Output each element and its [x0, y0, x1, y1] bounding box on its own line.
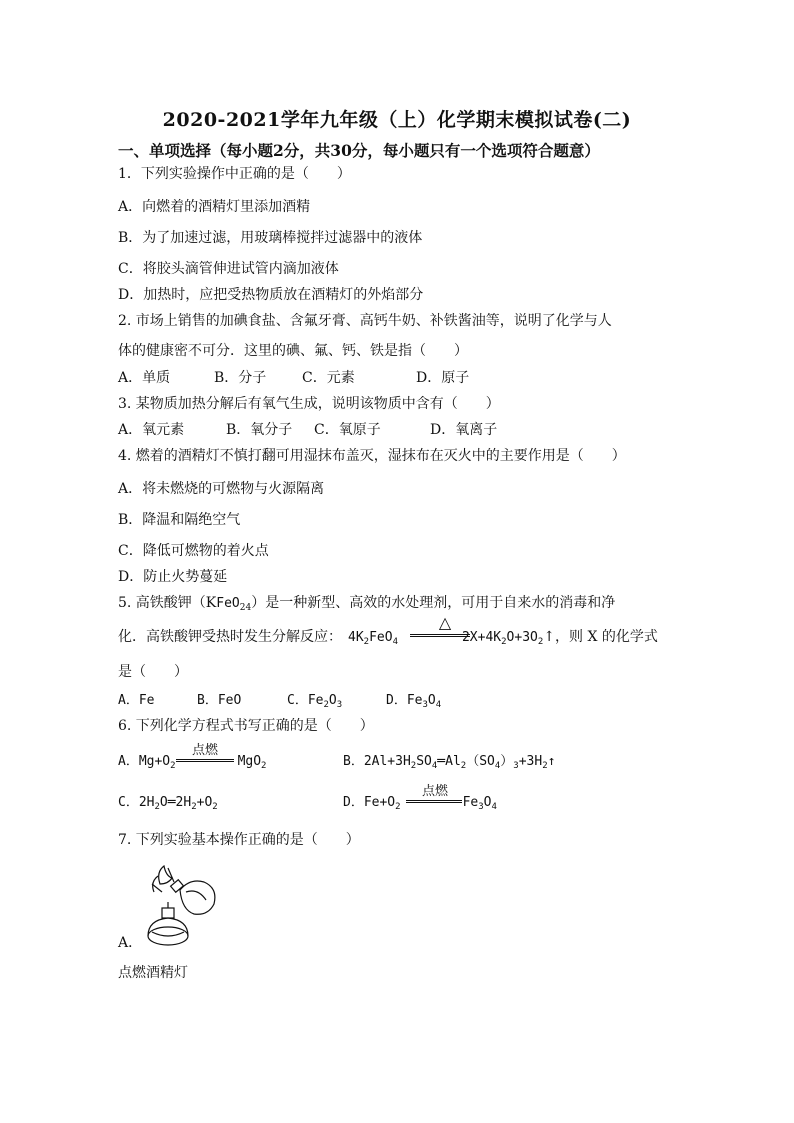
question-6-stem: 6. 下列化学方程式书写正确的是（ ）: [118, 718, 374, 734]
question-2-stem-line2: 体的健康密不可分．这里的碘、氟、钙、铁是指（ ）: [118, 343, 468, 359]
question-2-option-a: A．单质: [118, 370, 171, 386]
question-3-option-b: B．氧分子: [226, 422, 293, 438]
question-1-option-a: A．向燃着的酒精灯里添加酒精: [118, 199, 311, 215]
question-6-a-equals-bar: [176, 759, 234, 762]
question-1-option-b: B．为了加速过滤，用玻璃棒搅拌过滤器中的液体: [118, 230, 423, 246]
heat-condition-mark: △: [438, 613, 452, 632]
alcohol-lamp-lighting-illustration: [138, 862, 228, 952]
question-7-stem: 7. 下列实验基本操作正确的是（ ）: [118, 832, 360, 848]
question-5-stem-line2: 化．高铁酸钾受热时发生分解反应： $4K_2FeO_4$ $2X+4K_2O+3O_2↑$，则 X 的化学式: [118, 629, 658, 647]
exam-title: 2020-2021学年九年级（上）化学期末模拟试卷(二): [162, 109, 632, 131]
question-3-option-d: D．氧离子: [430, 422, 498, 438]
question-6-a-condition: 点燃: [191, 743, 218, 758]
question-4-stem: 4. 燃着的酒精灯不慎打翻可用湿抹布盖灭，湿抹布在灭火中的主要作用是（ ）: [118, 448, 626, 464]
question-6-d-condition: 点燃: [421, 784, 448, 799]
question-6-option-b: B．$2Al+3H_2SO_4═Al_2(SO_4)_3+3H_2↑$: [343, 754, 556, 771]
question-5-stem-line3: 是（ ）: [118, 664, 188, 680]
question-3-option-c: C．氧原子: [314, 422, 381, 438]
question-1-stem: 1．下列实验操作中正确的是（ ）: [118, 166, 351, 182]
question-5-option-d: D．$Fe_3O_4$: [386, 693, 442, 710]
question-1-option-c: C．将胶头滴管伸进试管内滴加液体: [118, 261, 339, 277]
question-7-option-a: A．: [118, 935, 143, 951]
question-7-option-a-caption: 点燃酒精灯: [118, 965, 188, 981]
question-6-option-c: C．$2H_2O═2H_2+O_2$: [118, 795, 218, 812]
question-1-option-d: D．加热时，应把受热物质放在酒精灯的外焰部分: [118, 287, 424, 303]
question-4-option-a: A．将未燃烧的可燃物与火源隔离: [118, 481, 325, 497]
question-2-option-c: C．元素: [302, 370, 355, 386]
reaction-equals-bar: [410, 634, 470, 637]
question-6-option-d: D．$Fe+O_2$ $Fe_3O_4$: [343, 795, 497, 812]
question-4-option-d: D．防止火势蔓延: [118, 569, 228, 585]
question-6-option-a: A．$Mg+O_2$ MgO$_2$: [118, 754, 267, 771]
question-4-option-b: B．降温和隔绝空气: [118, 512, 241, 528]
section-heading: 一、单项选择（每小题2分，共30分，每小题只有一个选项符合题意）: [118, 141, 600, 160]
question-4-option-c: C．降低可燃物的着火点: [118, 543, 269, 559]
question-3-option-a: A．氧元素: [118, 422, 185, 438]
question-5-option-a: A．Fe: [118, 693, 155, 708]
question-6-d-equals-bar: [406, 800, 462, 803]
question-2-option-b: B．分子: [214, 370, 267, 386]
question-5-option-b: B．FeO: [197, 693, 242, 708]
question-5-stem-line1: 5. 高铁酸钾（KFeO$_{24}$）是一种新型、高效的水处理剂，可用于自来水的消毒和净: [118, 595, 616, 613]
question-3-stem: 3. 某物质加热分解后有氧气生成，说明该物质中含有（ ）: [118, 396, 500, 412]
question-2-option-d: D．原子: [416, 370, 470, 386]
question-2-stem-line1: 2. 市场上销售的加碘食盐、含氟牙膏、高钙牛奶、补铁酱油等，说明了化学与人: [118, 313, 612, 329]
question-5-option-c: C．$Fe_2O_3$: [287, 693, 343, 710]
